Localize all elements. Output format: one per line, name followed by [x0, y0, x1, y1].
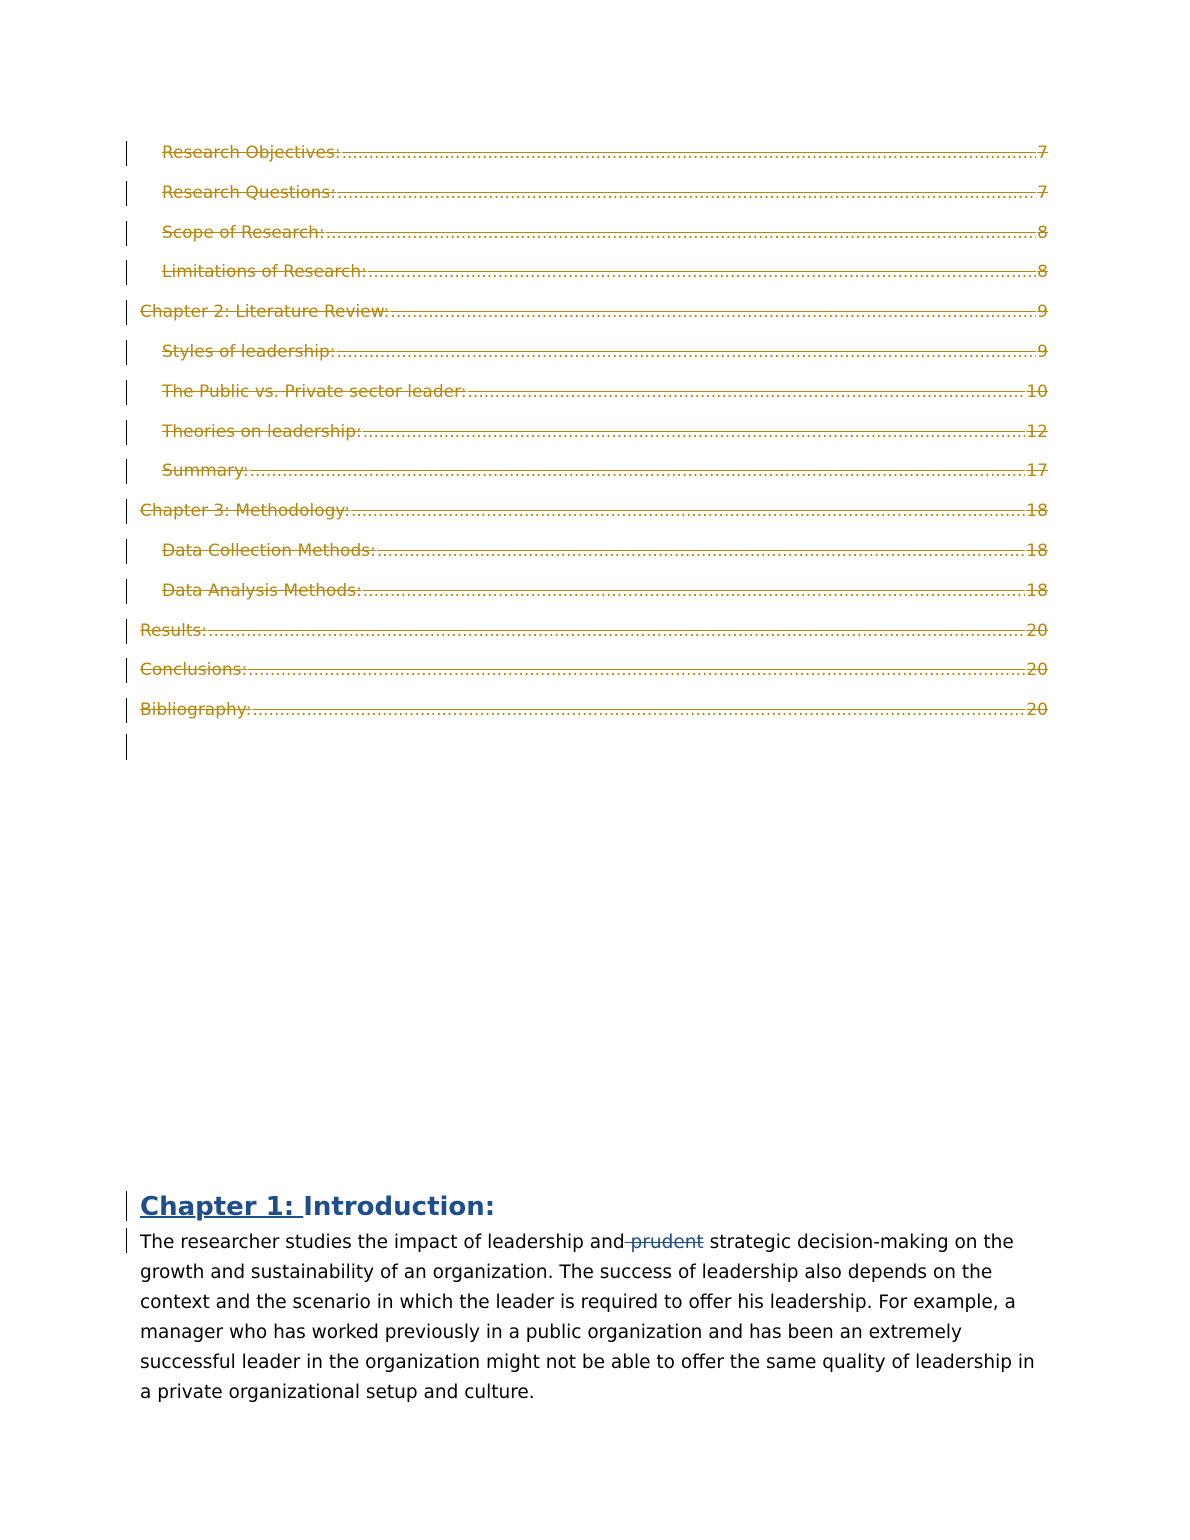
toc-entry-label: Theories on leadership: — [162, 421, 362, 442]
inserted-heading-text: Chapter 1: — [140, 1192, 304, 1222]
change-bar — [126, 260, 127, 285]
change-bar — [126, 539, 127, 564]
change-bar — [126, 420, 127, 445]
dot-leader — [250, 460, 1026, 482]
dot-leader — [368, 261, 1036, 283]
toc-entry-research-objectives[interactable] — [162, 142, 1048, 164]
change-bar — [126, 181, 127, 206]
toc-entry-label: Limitations of Research: — [162, 262, 367, 283]
dot-leader — [337, 182, 1036, 204]
change-bar — [126, 380, 127, 405]
paragraph-text-after: strategic decision-making on the growth and sustainability of an organization. The success of leadership also depends on the context and the scenario in which the leader is required to offer his leadership. For example, a manager who has worked previously in a public organization and has been an extremely successful leader in the organization might not be able to offer the same quality of leadership in a private organizational setup and culture. — [140, 1232, 1035, 1403]
dot-leader — [377, 540, 1026, 562]
toc-entry-results[interactable] — [140, 620, 1048, 642]
toc-row — [0, 213, 1190, 253]
toc-page-number: 18 — [1026, 540, 1048, 561]
toc-page-number: 17 — [1026, 461, 1048, 482]
toc-page-number: 7 — [1037, 143, 1048, 163]
change-bar — [126, 658, 127, 683]
toc-entry-label: Chapter 2: Literature Review: — [140, 302, 390, 323]
toc-entry-label: Data Analysis Methods: — [162, 580, 362, 601]
toc-row — [0, 252, 1190, 292]
toc-entry-label: Scope of Research: — [162, 222, 325, 243]
dot-leader — [363, 421, 1026, 443]
toc-row — [0, 292, 1190, 332]
change-bar — [126, 340, 127, 365]
toc-entry-label: Summary: — [162, 461, 249, 482]
dot-leader — [351, 500, 1025, 522]
toc-page-number: 9 — [1037, 302, 1048, 323]
change-bar — [126, 1228, 127, 1253]
toc-entry-conclusions[interactable] — [140, 659, 1048, 681]
toc-entry-limitations-of-research[interactable] — [162, 261, 1048, 283]
toc-entry-label: Chapter 3: Methodology: — [140, 501, 350, 522]
toc-entry-data-collection-methods[interactable] — [162, 540, 1048, 562]
change-bar — [126, 698, 127, 723]
dot-leader — [252, 699, 1025, 721]
toc-entry-public-vs-private[interactable] — [162, 381, 1048, 403]
toc-entry-label: Research Objectives: — [162, 143, 341, 163]
heading-text: Introduction: — [303, 1192, 496, 1222]
toc-page-number: 20 — [1026, 700, 1048, 721]
toc-page-number: 8 — [1037, 262, 1048, 283]
toc-row — [0, 531, 1190, 571]
toc-page-number: 18 — [1026, 580, 1048, 601]
toc-row — [0, 650, 1190, 690]
toc-entry-research-questions[interactable] — [162, 182, 1048, 204]
toc-page-number: 10 — [1026, 381, 1048, 402]
toc-row — [0, 611, 1190, 651]
chapter-1-section — [140, 1190, 1050, 1408]
toc-entry-bibliography[interactable] — [140, 699, 1048, 721]
toc-entry-theories-on-leadership[interactable] — [162, 421, 1048, 443]
change-bar — [126, 1191, 127, 1221]
intro-paragraph — [140, 1228, 1050, 1408]
toc-page-number: 7 — [1037, 182, 1048, 203]
toc-page-number: 9 — [1037, 341, 1048, 362]
toc-page-number: 20 — [1026, 660, 1048, 681]
toc-entry-summary[interactable] — [162, 460, 1048, 482]
toc-entry-chapter-3[interactable] — [140, 500, 1048, 522]
toc-row — [0, 332, 1190, 372]
deleted-word: prudent — [624, 1232, 704, 1253]
toc-row — [0, 372, 1190, 412]
toc-row — [0, 173, 1190, 213]
toc-row — [0, 491, 1190, 531]
change-bar — [126, 499, 127, 524]
toc-empty-paragraph — [0, 730, 1190, 770]
dot-leader — [390, 301, 1036, 323]
dot-leader — [342, 142, 1037, 164]
toc-entry-label: The Public vs. Private sector leader: — [162, 381, 467, 402]
toc-page-number: 8 — [1037, 222, 1048, 243]
change-bar — [126, 221, 127, 246]
change-bar — [126, 579, 127, 604]
change-bar — [126, 619, 127, 644]
toc-page-number: 12 — [1026, 421, 1048, 442]
table-of-contents — [0, 133, 1190, 770]
toc-entry-label: Styles of leadership: — [162, 341, 336, 362]
paragraph-text-before: The researcher studies the impact of leadership and — [140, 1232, 625, 1253]
toc-row — [0, 451, 1190, 491]
toc-entry-label: Results: — [140, 620, 208, 641]
toc-page-number: 18 — [1026, 501, 1048, 522]
toc-entry-chapter-2[interactable] — [140, 301, 1048, 323]
toc-row — [0, 571, 1190, 611]
change-bar — [126, 734, 127, 760]
toc-entry-label: Research Questions: — [162, 182, 337, 203]
toc-page-number: 20 — [1026, 620, 1048, 641]
change-bar — [126, 300, 127, 325]
toc-entry-scope-of-research[interactable] — [162, 222, 1048, 244]
chapter-1-heading — [140, 1190, 1050, 1224]
change-bar — [126, 141, 127, 166]
toc-entry-label: Bibliography: — [140, 700, 252, 721]
dot-leader — [468, 381, 1026, 403]
toc-entry-styles-of-leadership[interactable] — [162, 341, 1048, 363]
change-bar — [126, 459, 127, 484]
toc-row — [0, 133, 1190, 173]
toc-row — [0, 690, 1190, 730]
dot-leader — [363, 580, 1026, 602]
toc-entry-label: Data Collection Methods: — [162, 540, 376, 561]
dot-leader — [326, 222, 1036, 244]
dot-leader — [336, 341, 1036, 363]
dot-leader — [208, 620, 1025, 642]
toc-entry-label: Conclusions: — [140, 660, 248, 681]
toc-entry-data-analysis-methods[interactable] — [162, 580, 1048, 602]
toc-row — [0, 412, 1190, 452]
dot-leader — [248, 659, 1025, 681]
